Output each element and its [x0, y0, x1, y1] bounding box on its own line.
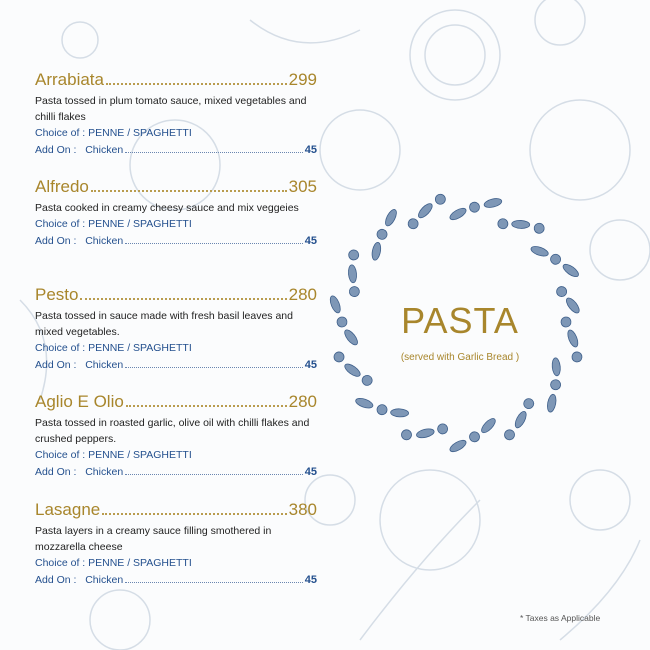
item-name: Pesto [35, 285, 79, 304]
item-name: Arrabiata [35, 70, 104, 89]
leaf-shape [483, 197, 502, 209]
addon-price: 45 [304, 574, 317, 586]
item-price: 380 [288, 500, 317, 519]
addon-label: Add On : [35, 144, 77, 156]
olive-shape [503, 428, 517, 442]
leaf-shape [448, 438, 468, 454]
addon-item: Chicken [85, 235, 124, 247]
addon-price: 45 [304, 359, 317, 371]
menu-item [35, 392, 317, 480]
section-title: PASTA [401, 300, 519, 341]
addon-label: Add On : [35, 466, 77, 478]
menu-item [35, 285, 317, 373]
addon-row [35, 357, 317, 373]
item-description: Pasta tossed in plum tomato sauce, mixed vegetables and chilli flakes [35, 95, 307, 123]
olive-shape [522, 397, 535, 410]
item-name: Aglio E Olio [35, 392, 124, 411]
leader-dots [80, 298, 286, 300]
olive-shape [433, 192, 447, 206]
pasta-choice: Choice of : PENNE / SPAGHETTI [35, 342, 192, 354]
olive-shape [436, 422, 449, 435]
leaf-shape [416, 201, 434, 220]
addon-price: 45 [304, 144, 317, 156]
leaf-shape [343, 362, 362, 379]
leaf-shape [530, 245, 550, 258]
item-price: 280 [288, 392, 317, 411]
addon-label: Add On : [35, 359, 77, 371]
addon-item: Chicken [85, 359, 124, 371]
addon-price: 45 [304, 466, 317, 478]
item-name: Lasagne [35, 500, 101, 519]
leaf-shape [551, 358, 561, 377]
addon-item: Chicken [85, 574, 124, 586]
leader-dots [106, 83, 287, 85]
olive-shape [376, 228, 389, 241]
leaf-shape [546, 394, 557, 413]
leaf-shape [416, 427, 435, 439]
olive-shape [406, 217, 420, 231]
menu-item [35, 177, 317, 249]
leaf-shape [513, 410, 528, 430]
olive-shape [497, 218, 508, 229]
olive-shape [559, 315, 573, 329]
pasta-choice: Choice of : PENNE / SPAGHETTI [35, 127, 192, 139]
olive-shape [376, 404, 388, 416]
leader-dots [125, 582, 303, 583]
item-description: Pasta tossed in sauce made with fresh basil leaves and mixed vegetables. [35, 310, 293, 338]
leaf-shape [390, 408, 408, 417]
olive-shape [549, 253, 562, 266]
leaf-shape [371, 242, 382, 261]
leaf-shape [328, 295, 342, 315]
item-name: Alfredo [35, 177, 89, 196]
addon-item: Chicken [85, 466, 124, 478]
addon-row [35, 142, 317, 158]
leaf-shape [342, 328, 359, 347]
leaf-shape [448, 206, 468, 222]
leaf-shape [348, 264, 358, 283]
pasta-choice: Choice of : PENNE / SPAGHETTI [35, 218, 192, 230]
item-description: Pasta tossed in roasted garlic, olive oil with chilli flakes and crushed peppers. [35, 417, 310, 445]
olive-shape [533, 222, 545, 234]
olive-shape [467, 430, 481, 444]
addon-row [35, 233, 317, 249]
leaf-shape [354, 396, 374, 409]
leaf-shape [383, 208, 398, 228]
olive-shape [550, 379, 560, 389]
olive-shape [348, 286, 360, 298]
olive-shape [468, 201, 481, 214]
item-price: 299 [288, 70, 317, 89]
leader-dots [91, 190, 287, 192]
olive-shape [348, 250, 358, 260]
section-subtitle: (served with Garlic Bread ) [400, 352, 520, 363]
menu-item [35, 70, 317, 158]
item-description: Pasta cooked in creamy cheesy sauce and mix veggeies [35, 202, 299, 214]
pasta-choice: Choice of : PENNE / SPAGHETTI [35, 557, 192, 569]
pasta-choice: Choice of : PENNE / SPAGHETTI [35, 449, 192, 461]
leaf-shape [512, 220, 530, 229]
item-description: Pasta layers in a creamy sauce filling smothered in mozzarella cheese [35, 525, 272, 553]
olive-shape [332, 350, 346, 364]
leader-dots [125, 474, 303, 475]
leaf-shape [564, 296, 581, 315]
olive-shape [401, 429, 412, 440]
leaf-shape [479, 416, 497, 435]
olive-shape [555, 285, 569, 299]
addon-row [35, 464, 317, 480]
olive-shape [571, 351, 583, 363]
leader-dots [125, 243, 303, 244]
leaf-shape [566, 329, 580, 349]
leaf-shape [561, 262, 580, 279]
addon-price: 45 [304, 235, 317, 247]
menu-item [35, 500, 317, 588]
leader-dots [125, 367, 303, 368]
tax-note: * Taxes as Applicable [520, 613, 601, 623]
leader-dots [102, 513, 286, 515]
leader-dots [126, 405, 287, 407]
olive-shape [360, 374, 373, 387]
addon-label: Add On : [35, 235, 77, 247]
addon-row [35, 572, 317, 588]
olive-shape [335, 315, 349, 329]
item-price: 305 [288, 177, 317, 196]
addon-label: Add On : [35, 574, 77, 586]
leader-dots [125, 152, 303, 153]
item-price: 280 [288, 285, 317, 304]
addon-item: Chicken [85, 144, 124, 156]
